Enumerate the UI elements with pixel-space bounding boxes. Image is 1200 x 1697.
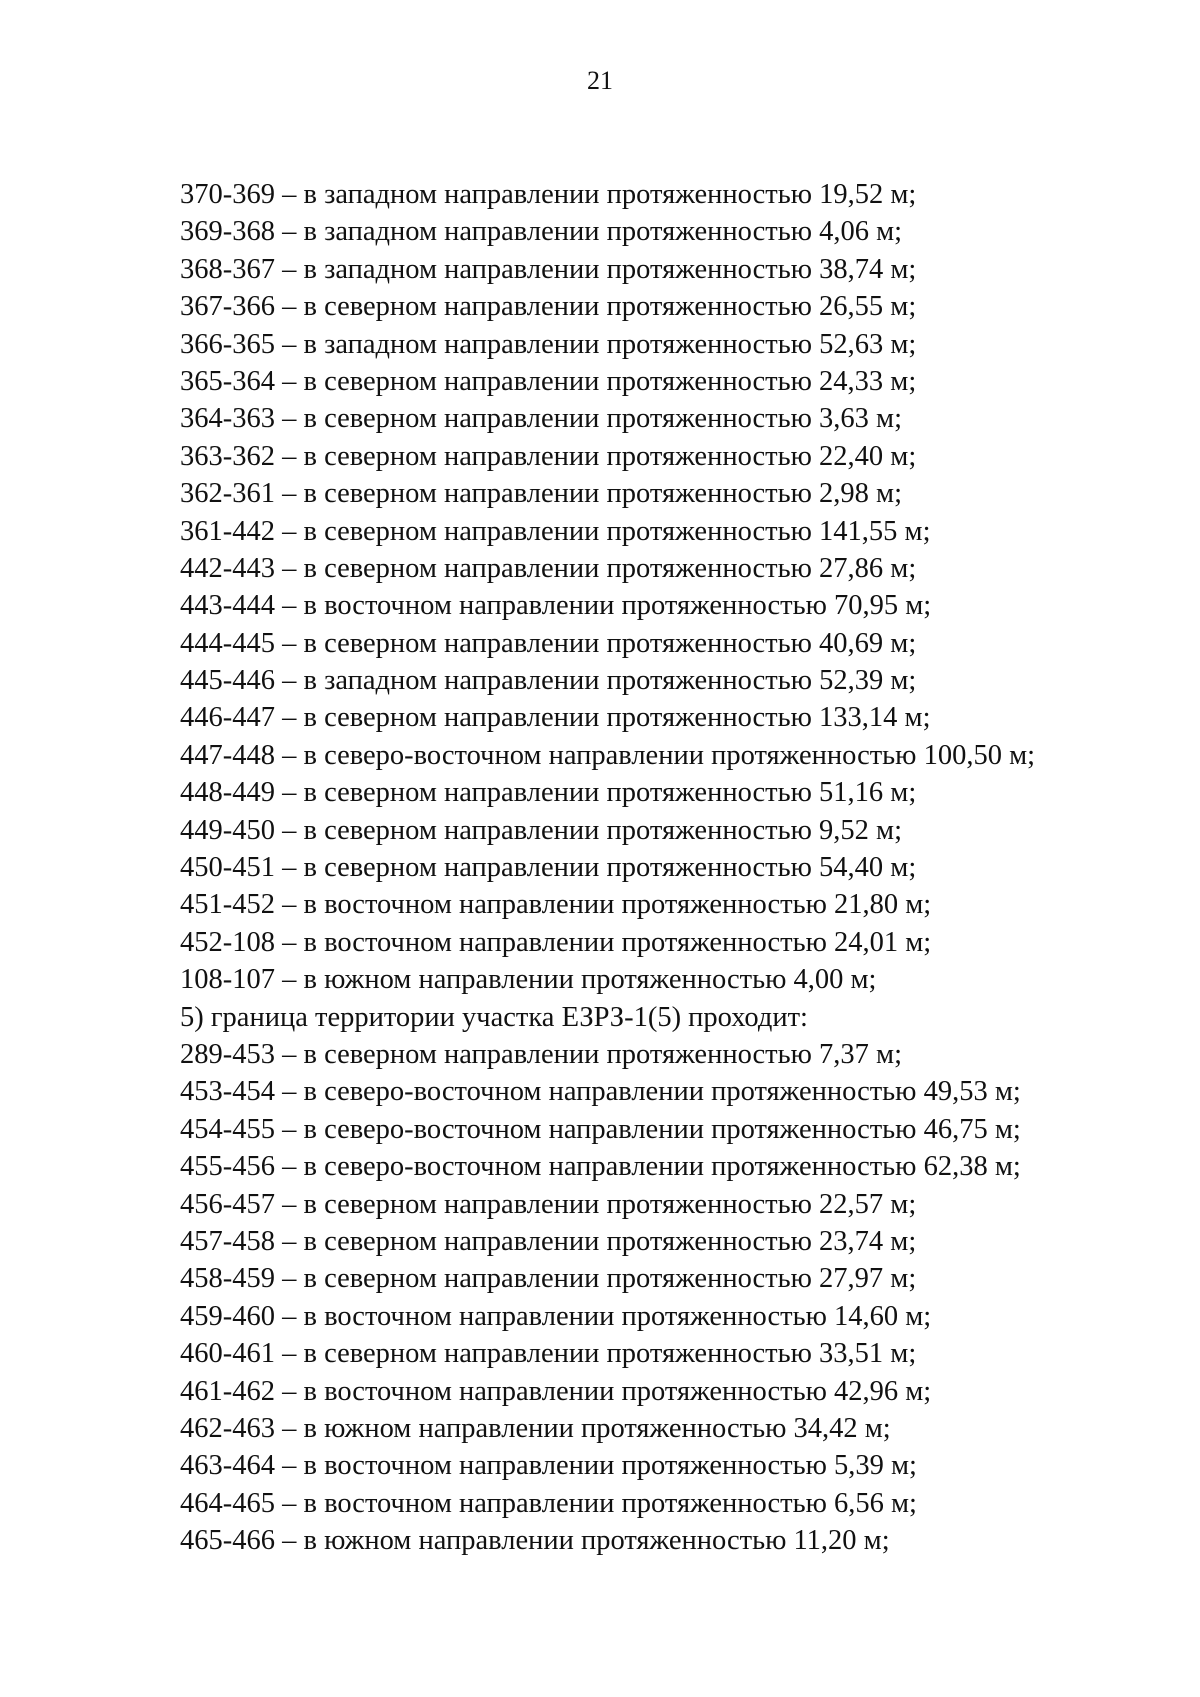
text-line: 442-443 – в северном направлении протяженностью 27,86 м; (180, 552, 917, 584)
text-line: 446-447 – в северном направлении протяженностью 133,14 м; (180, 702, 931, 734)
text-line: 462-463 – в южном направлении протяженностью 34,42 м; (180, 1412, 891, 1444)
text-line: 465-466 – в южном направлении протяженностью 11,20 м; (180, 1525, 890, 1557)
text-line: 370-369 – в западном направлении протяженностью 19,52 м; (180, 179, 917, 210)
text-line: 455-456 – в северо-восточном направлении протяженностью 62,38 м; (180, 1151, 1021, 1183)
text-line: 443-444 – в восточном направлении протяженностью 70,95 м; (180, 590, 932, 622)
text-line: 448-449 – в северном направлении протяженностью 51,16 м; (180, 777, 917, 809)
text-line: 364-363 – в северном направлении протяженностью 3,63 м; (180, 403, 903, 435)
text-line: 366-365 – в западном направлении протяженностью 52,63 м; (180, 328, 917, 360)
text-line: 460-461 – в северном направлении протяженностью 33,51 м; (180, 1338, 917, 1370)
text-line: 447-448 – в северо-восточном направлении протяженностью 100,50 м; (180, 739, 1036, 771)
text-line: 461-462 – в восточном направлении протяженностью 42,96 м; (180, 1375, 932, 1407)
text-line: 369-368 – в западном направлении протяженностью 4,06 м; (180, 216, 903, 248)
text-line: 444-445 – в северном направлении протяженностью 40,69 м; (180, 627, 917, 659)
text-line: 363-362 – в северном направлении протяженностью 22,40 м; (180, 440, 917, 472)
text-line: 368-367 – в западном направлении протяженностью 38,74 м; (180, 253, 917, 285)
text-line: 452-108 – в восточном направлении протяженностью 24,01 м; (180, 926, 932, 958)
text-line: 454-455 – в северо-восточном направлении протяженностью 46,75 м; (180, 1113, 1021, 1145)
text-line: 458-459 – в северном направлении протяженностью 27,97 м; (180, 1263, 917, 1295)
text-line: 451-452 – в восточном направлении протяженностью 21,80 м; (180, 889, 932, 921)
text-line: 459-460 – в восточном направлении протяженностью 14,60 м; (180, 1300, 932, 1332)
text-line: 361-442 – в северном направлении протяженностью 141,55 м; (180, 515, 931, 547)
page-number: 21 (587, 66, 613, 95)
text-line: 5) граница территории участка ЕЗРЗ-1(5) проходит: (180, 1001, 808, 1033)
text-line: 456-457 – в северном направлении протяженностью 22,57 м; (180, 1188, 917, 1220)
text-line: 463-464 – в восточном направлении протяженностью 5,39 м; (180, 1450, 917, 1482)
text-line: 453-454 – в северо-восточном направлении протяженностью 49,53 м; (180, 1076, 1021, 1108)
text-line: 367-366 – в северном направлении протяженностью 26,55 м; (180, 291, 917, 323)
text-line: 450-451 – в северном направлении протяженностью 54,40 м; (180, 852, 917, 884)
text-line: 365-364 – в северном направлении протяженностью 24,33 м; (180, 365, 917, 397)
text-line: 289-453 – в северном направлении протяженностью 7,37 м; (180, 1038, 903, 1070)
text-line: 445-446 – в западном направлении протяженностью 52,39 м; (180, 665, 917, 697)
boundary-description-list (180, 176, 1140, 1559)
text-line: 457-458 – в северном направлении протяженностью 23,74 м; (180, 1225, 917, 1257)
text-line: 449-450 – в северном направлении протяженностью 9,52 м; (180, 814, 903, 846)
text-line: 464-465 – в восточном направлении протяженностью 6,56 м; (180, 1487, 917, 1519)
text-line: 362-361 – в северном направлении протяженностью 2,98 м; (180, 478, 903, 510)
text-line: 108-107 – в южном направлении протяженностью 4,00 м; (180, 964, 877, 996)
